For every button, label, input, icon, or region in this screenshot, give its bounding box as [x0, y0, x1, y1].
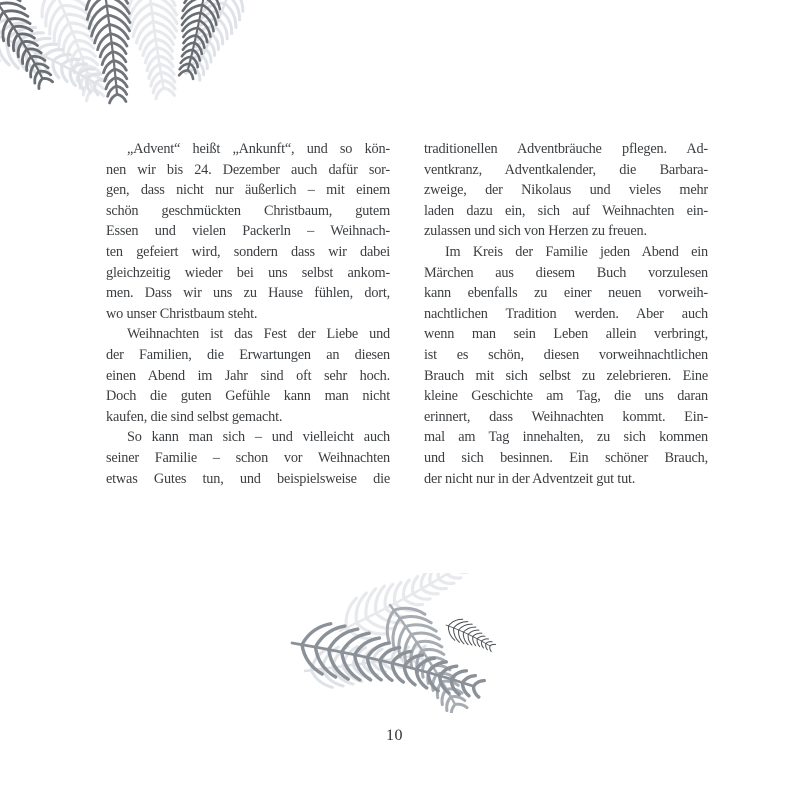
text-line: traditionellen Adventbräuche pflegen. Ad-	[424, 141, 708, 157]
text-line: zweige, der Nikolaus und vieles mehr	[424, 182, 708, 199]
text-column-right	[424, 139, 708, 489]
text-line: mal am Tag innehalten, zu sich kommen	[424, 429, 708, 446]
fir-branch-bottom-illustration	[278, 573, 540, 713]
text-line: zulassen und sich von Herzen zu freuen.	[424, 223, 647, 240]
text-line: ist es schön, diesen vorweihnachtlichen	[424, 346, 708, 363]
text-line: und sich besinnen. Ein schöner Brauch,	[424, 449, 708, 466]
text-line: gleichzeitig wieder bei uns selbst ankom-	[106, 264, 390, 281]
text-line: nen wir bis 24. Dezember auch dafür sor-	[106, 161, 390, 178]
text-line: So kann man sich – und vielleicht auch	[127, 429, 390, 446]
text-line: der nicht nur in der Adventzeit gut tut.	[424, 470, 636, 487]
text-line: Im Kreis der Familie jeden Abend ein	[445, 243, 708, 260]
text-line: Weihnachten ist das Fest der Liebe und	[127, 326, 390, 343]
text-line: „Advent“ heißt „Ankunft“, und so kön-	[127, 141, 390, 157]
text-line: Märchen aus diesem Buch vorzulesen	[424, 264, 708, 281]
text-line: erinnert, dass Weihnachten kommt. Ein-	[424, 408, 708, 425]
text-line: kaufen, die sind selbst gemacht.	[106, 408, 283, 425]
text-line: einen Abend im Jahr sind oft sehr hoch.	[106, 367, 390, 384]
text-line: wenn man sein Leben allein verbringt,	[424, 326, 708, 343]
text-line: gen, dass nicht nur äußerlich – mit einem	[106, 182, 390, 199]
text-line: Brauch mit sich selbst zu zelebrieren. Eine	[424, 367, 708, 384]
text-line: schön geschmückten Christbaum, gutem	[106, 202, 390, 219]
text-line: laden dazu ein, sich auf Weihnachten ein-	[424, 202, 708, 219]
fir-branches-top-left-illustration	[0, 0, 272, 134]
text-line: seiner Familie – schon vor Weihnachten	[106, 449, 390, 466]
text-line: der Familien, die Erwartungen an diesen	[106, 346, 390, 363]
page-number: 10	[386, 727, 403, 744]
text-line: kleine Geschichte am Tag, die uns daran	[424, 388, 708, 405]
text-line: Doch die guten Gefühle kann man nicht	[106, 388, 390, 405]
text-line: kann ebenfalls zu einer neuen vorweih-	[424, 285, 708, 302]
text-line: men. Dass wir uns zu Hause fühlen, dort,	[106, 285, 390, 302]
text-line: Essen und vielen Packerln – Weihnach-	[106, 223, 390, 240]
text-line: ten gefeiert wird, sondern dass wir dabei	[106, 243, 390, 260]
text-line: ventkranz, Adventkalender, die Barbara-	[424, 161, 708, 178]
text-line: wo unser Christbaum steht.	[106, 305, 258, 322]
text-line: etwas Gutes tun, und beispielsweise die	[106, 470, 390, 487]
text-line: nachtlichen Tradition werden. Aber auch	[424, 305, 708, 322]
text-column-left	[106, 139, 390, 489]
